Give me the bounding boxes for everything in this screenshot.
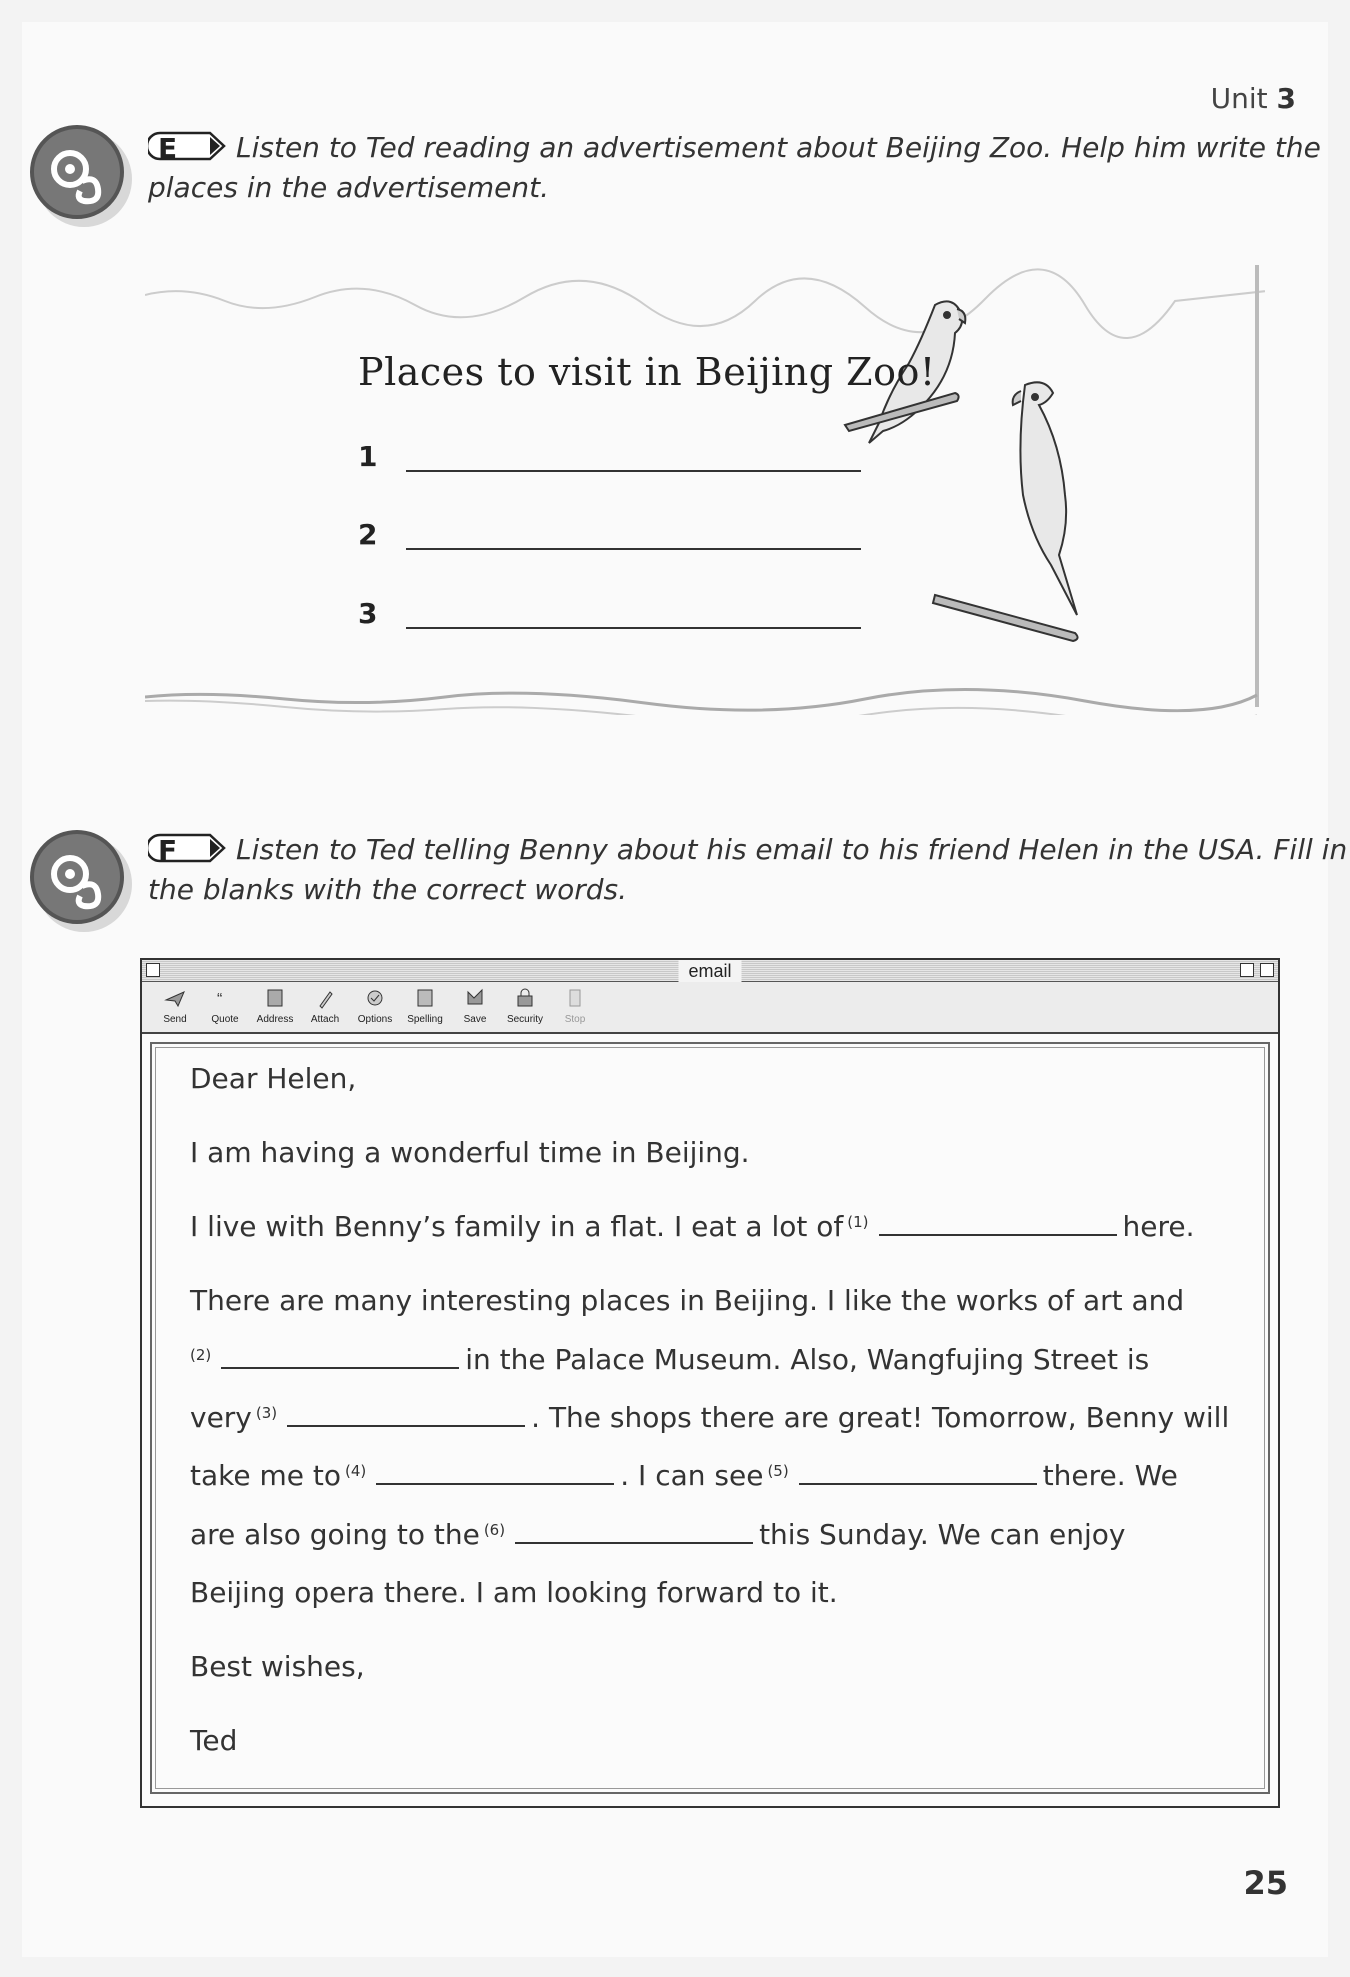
lock-icon	[514, 986, 536, 1010]
answer-line-2[interactable]: 2	[358, 518, 377, 551]
options-button[interactable]: Options	[350, 986, 400, 1025]
options-icon	[364, 986, 386, 1010]
window-titlebar[interactable]	[142, 960, 1278, 982]
blank-3[interactable]	[287, 1409, 525, 1427]
svg-text:“: “	[217, 991, 223, 1008]
zoo-advertisement-panel	[145, 265, 1265, 715]
blank-6[interactable]	[515, 1526, 753, 1544]
stop-icon	[564, 986, 586, 1010]
send-button[interactable]: Send	[150, 986, 200, 1025]
quote-button[interactable]: “ Quote	[200, 986, 250, 1025]
attach-button[interactable]: Attach	[300, 986, 350, 1025]
email-line-6: take me to $^{(4)}$ . I can see $^{(5)}$ there. We	[190, 1459, 1178, 1492]
audio-cd-icon[interactable]	[30, 125, 130, 225]
blank-5[interactable]	[799, 1467, 1037, 1485]
task-f-tag: F	[148, 833, 228, 863]
send-icon	[164, 986, 186, 1010]
email-closing: Best wishes,	[190, 1650, 365, 1683]
stop-button[interactable]: Stop	[550, 986, 600, 1025]
task-e-tag: E	[148, 131, 228, 161]
zoom-box-icon[interactable]	[1240, 963, 1254, 977]
task-e-instruction: E Listen to Ted reading an advertisement about Beijing Zoo. Help him write the	[148, 128, 1321, 168]
blank-4[interactable]	[376, 1467, 614, 1485]
email-greeting: Dear Helen,	[190, 1062, 357, 1095]
email-toolbar	[142, 982, 1278, 1034]
blank-1[interactable]	[879, 1218, 1117, 1236]
quote-icon	[214, 986, 236, 1010]
address-button[interactable]: Address	[250, 986, 300, 1025]
address-book-icon	[264, 986, 286, 1010]
spelling-icon	[414, 986, 436, 1010]
answer-line-1[interactable]: 1	[358, 440, 377, 473]
task-e-instruction-line2: places in the advertisement.	[148, 171, 550, 204]
window-title: email	[678, 960, 741, 982]
email-line-2: I live with Benny’s family in a flat. I eat a lot of $^{(1)}$ here.	[190, 1210, 1195, 1243]
email-line-8: Beijing opera there. I am looking forward to it.	[190, 1576, 838, 1609]
save-button[interactable]: Save	[450, 986, 500, 1025]
parrot-illustration-bottom	[933, 382, 1078, 641]
page-number: 25	[1243, 1864, 1288, 1902]
save-icon	[464, 986, 486, 1010]
email-line-7: are also going to the $^{(6)}$ this Sunday. We can enjoy	[190, 1518, 1126, 1551]
email-signature: Ted	[190, 1724, 238, 1757]
collapse-box-icon[interactable]	[1260, 963, 1274, 977]
task-f-instruction: F Listen to Ted telling Benny about his email to his friend Helen in the USA. Fill in	[148, 830, 1347, 870]
task-f-instruction-line2: the blanks with the correct words.	[148, 873, 628, 906]
security-button[interactable]: Security	[500, 986, 550, 1025]
email-line-5: very $^{(3)}$ . The shops there are great! Tomorrow, Benny will	[190, 1401, 1230, 1434]
email-line-4: $^{(2)}$ in the Palace Museum. Also, Wangfujing Street is	[190, 1343, 1150, 1376]
ad-title: Places to visit in Beijing Zoo!	[358, 350, 936, 394]
answer-line-3[interactable]: 3	[358, 597, 377, 630]
spelling-button[interactable]: Spelling	[400, 986, 450, 1025]
close-box-icon[interactable]	[146, 963, 160, 977]
paperclip-icon	[314, 986, 336, 1010]
audio-cd-icon-f[interactable]	[30, 830, 130, 930]
unit-label: Unit 3	[1210, 82, 1296, 115]
email-line-1: I am having a wonderful time in Beijing.	[190, 1136, 750, 1169]
unit-number: 3	[1276, 82, 1296, 115]
email-line-3: There are many interesting places in Beijing. I like the works of art and	[190, 1284, 1185, 1317]
blank-2[interactable]	[221, 1351, 459, 1369]
